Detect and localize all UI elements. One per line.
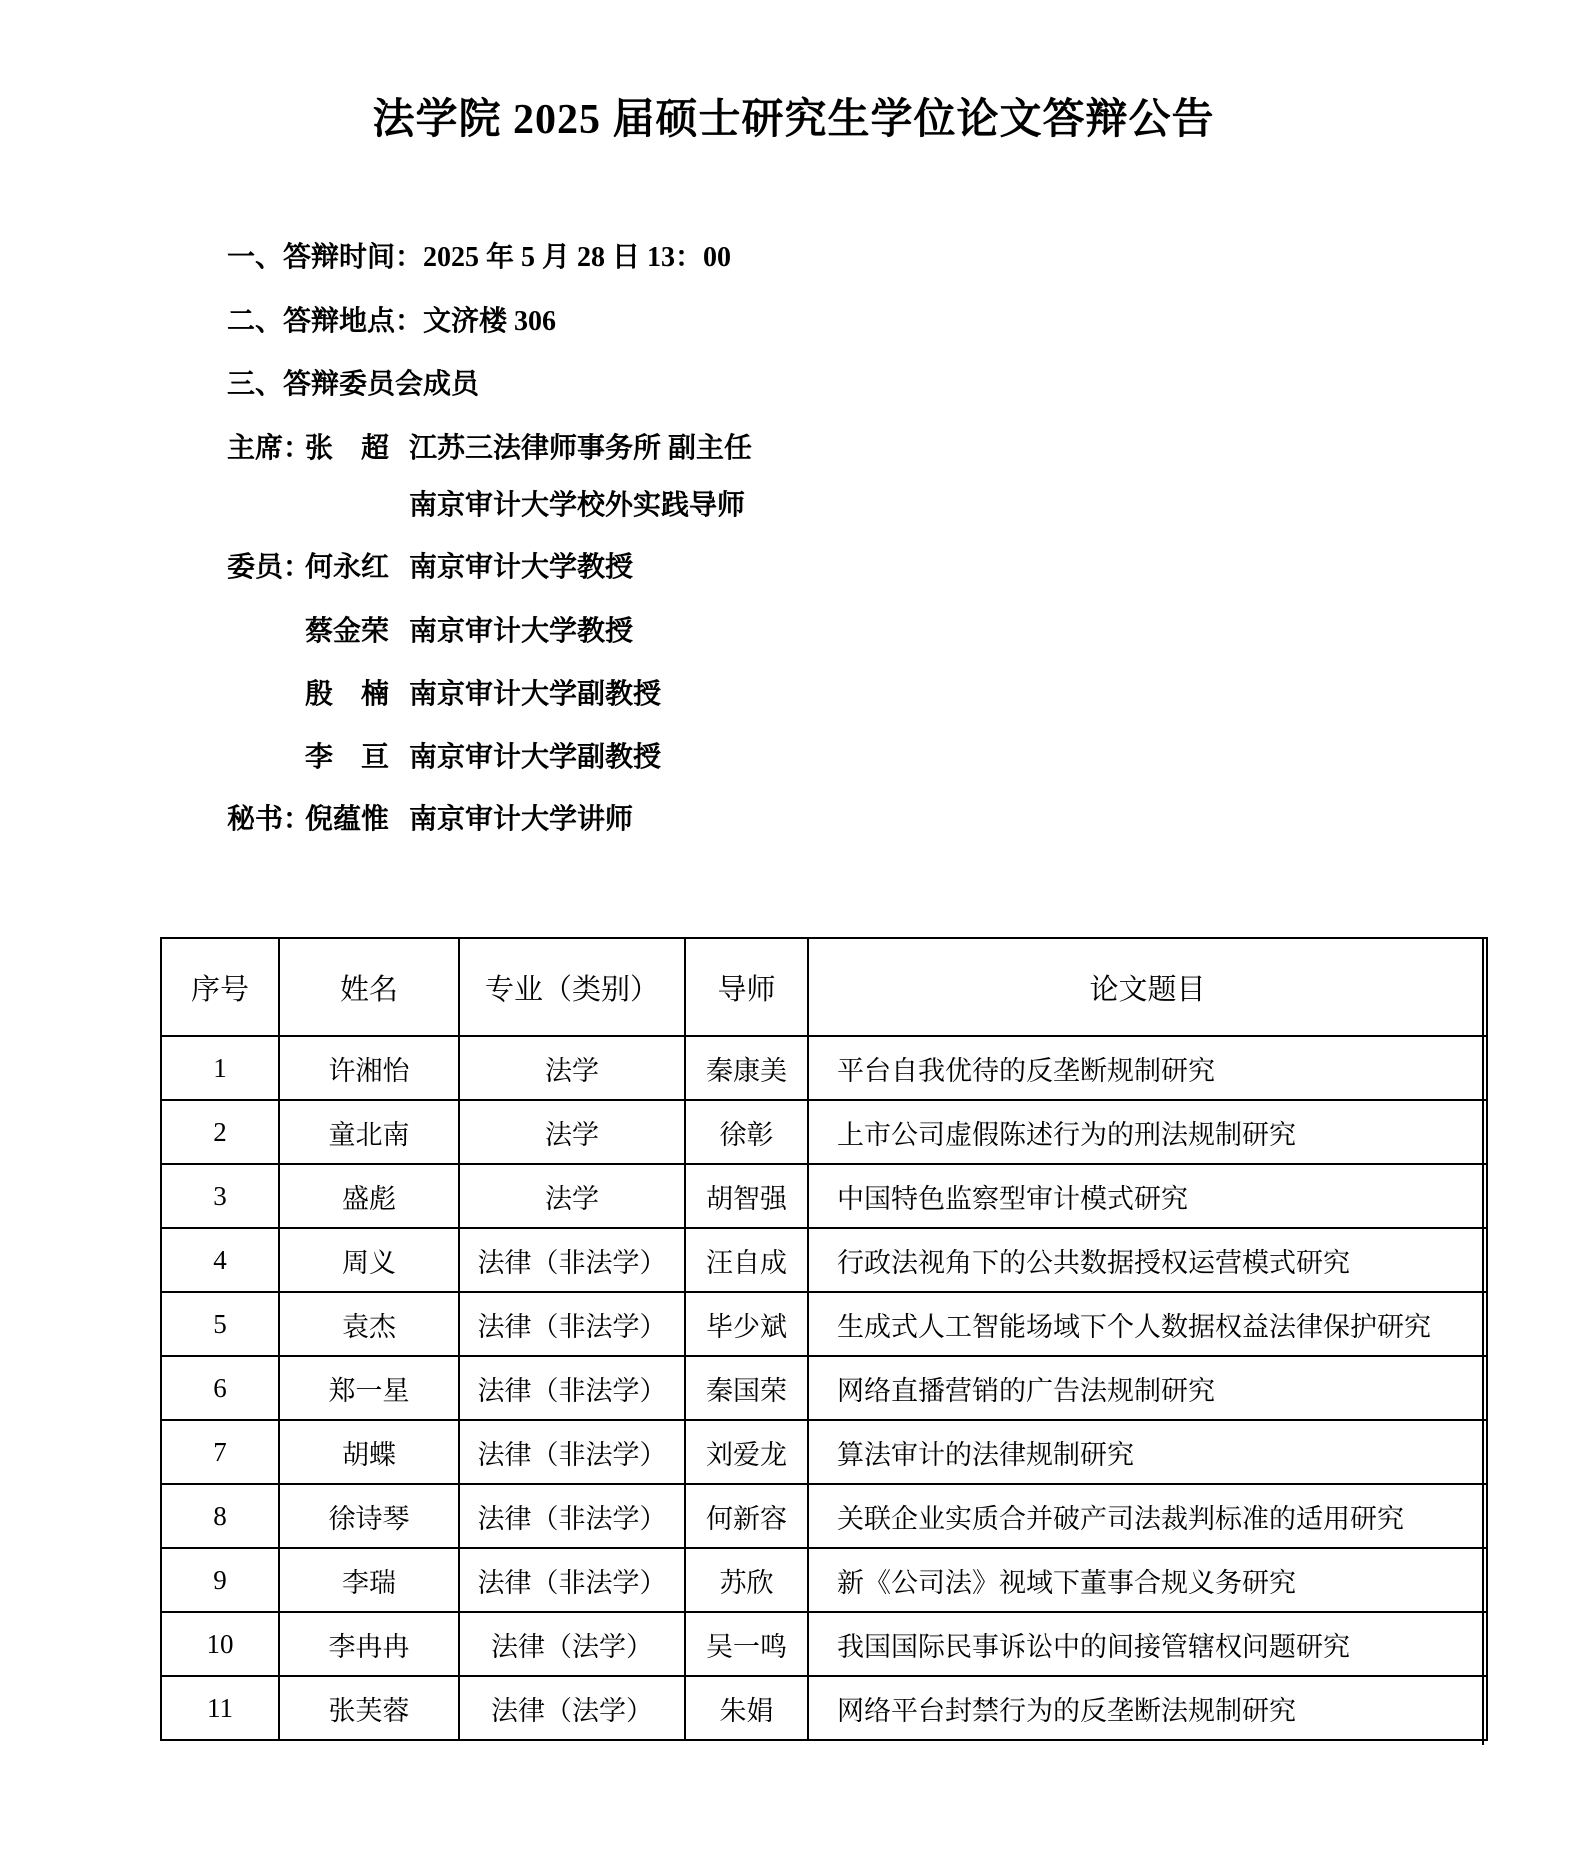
cell-major: 法律（法学） xyxy=(459,1676,685,1740)
cell-advisor: 何新容 xyxy=(685,1484,808,1548)
cell-thesis-title: 网络平台封禁行为的反垄断法规制研究 xyxy=(808,1676,1487,1740)
member-name xyxy=(305,489,409,523)
cell-no: 5 xyxy=(161,1292,279,1356)
cell-name: 童北南 xyxy=(279,1100,459,1164)
member-role xyxy=(227,615,305,649)
member-affiliation: 南京审计大学副教授 xyxy=(409,742,662,773)
cell-name: 李瑞 xyxy=(279,1548,459,1612)
cell-name: 许湘怡 xyxy=(279,1036,459,1100)
cell-major: 法学 xyxy=(459,1164,685,1228)
cell-name: 胡蝶 xyxy=(279,1420,459,1484)
header-major: 专业（类别） xyxy=(459,938,685,1036)
member-affiliation: 南京审计大学副教授 xyxy=(409,679,662,710)
table-row xyxy=(161,1036,1487,1100)
cell-advisor: 吴一鸣 xyxy=(685,1612,808,1676)
table-header-row xyxy=(161,938,1487,1036)
defense-time-line xyxy=(227,241,731,275)
cell-no: 10 xyxy=(161,1612,279,1676)
cell-advisor: 毕少斌 xyxy=(685,1292,808,1356)
cell-advisor: 胡智强 xyxy=(685,1164,808,1228)
table-row xyxy=(161,1100,1487,1164)
cell-no: 7 xyxy=(161,1420,279,1484)
cell-no: 3 xyxy=(161,1164,279,1228)
cell-name: 周义 xyxy=(279,1228,459,1292)
member-name: 李 亘 xyxy=(305,742,390,773)
cell-advisor: 苏欣 xyxy=(685,1548,808,1612)
cell-no: 1 xyxy=(161,1036,279,1100)
cell-major: 法律（非法学） xyxy=(459,1484,685,1548)
header-thesis-title: 论文题目 xyxy=(808,938,1487,1036)
cell-advisor: 汪自成 xyxy=(685,1228,808,1292)
page-title: 法学院 2025 届硕士研究生学位论文答辩公告 xyxy=(372,97,1215,143)
cell-name: 李冉冉 xyxy=(279,1612,459,1676)
cell-major: 法学 xyxy=(459,1100,685,1164)
table-row xyxy=(161,1164,1487,1228)
defense-place-label: 二、答辩地点： xyxy=(227,306,424,337)
member-role xyxy=(227,741,305,775)
table-row xyxy=(161,1548,1487,1612)
committee-member xyxy=(227,741,661,775)
header-no: 序号 xyxy=(161,938,279,1036)
cell-thesis-title: 关联企业实质合并破产司法裁判标准的适用研究 xyxy=(808,1484,1487,1548)
member-name: 殷 楠 xyxy=(305,679,390,710)
defense-time-label: 一、答辩时间： xyxy=(227,242,424,273)
member-role: 主席： xyxy=(227,433,312,464)
cell-no: 8 xyxy=(161,1484,279,1548)
committee-member-chair-line2 xyxy=(227,489,745,523)
header-advisor: 导师 xyxy=(685,938,808,1036)
cell-name: 徐诗琴 xyxy=(279,1484,459,1548)
table-row xyxy=(161,1612,1487,1676)
cell-name: 郑一星 xyxy=(279,1356,459,1420)
cell-name: 袁杰 xyxy=(279,1292,459,1356)
defense-place-line xyxy=(227,305,556,339)
cell-thesis-title: 新《公司法》视域下董事合规义务研究 xyxy=(808,1548,1487,1612)
table-row xyxy=(161,1420,1487,1484)
table-row xyxy=(161,1484,1487,1548)
member-name: 倪蕴惟 xyxy=(305,804,390,835)
member-role: 秘书： xyxy=(227,804,312,835)
member-role: 委员： xyxy=(227,552,312,583)
table-row xyxy=(161,1356,1487,1420)
cell-thesis-title: 中国特色监察型审计模式研究 xyxy=(808,1164,1487,1228)
cell-thesis-title: 上市公司虚假陈述行为的刑法规制研究 xyxy=(808,1100,1487,1164)
cell-no: 4 xyxy=(161,1228,279,1292)
table-row xyxy=(161,1292,1487,1356)
member-name: 张 超 xyxy=(305,433,390,464)
cell-no: 9 xyxy=(161,1548,279,1612)
defense-time-value: 2025 年 5 月 28 日 13：00 xyxy=(423,242,732,273)
defense-place-value: 文济楼 306 xyxy=(423,306,557,337)
cell-name: 盛彪 xyxy=(279,1164,459,1228)
cell-thesis-title: 算法审计的法律规制研究 xyxy=(808,1420,1487,1484)
cell-thesis-title: 生成式人工智能场域下个人数据权益法律保护研究 xyxy=(808,1292,1487,1356)
committee-member xyxy=(227,551,633,585)
cell-advisor: 徐彰 xyxy=(685,1100,808,1164)
committee-member-chair xyxy=(227,432,752,466)
cell-major: 法律（非法学） xyxy=(459,1548,685,1612)
defense-candidates-table xyxy=(160,937,1488,1741)
cell-advisor: 秦国荣 xyxy=(685,1356,808,1420)
cell-major: 法律（非法学） xyxy=(459,1356,685,1420)
cell-thesis-title: 网络直播营销的广告法规制研究 xyxy=(808,1356,1487,1420)
cell-major: 法律（非法学） xyxy=(459,1228,685,1292)
member-name: 何永红 xyxy=(305,552,390,583)
header-name: 姓名 xyxy=(279,938,459,1036)
member-name: 蔡金荣 xyxy=(305,616,390,647)
cell-no: 2 xyxy=(161,1100,279,1164)
member-role xyxy=(227,678,305,712)
committee-member xyxy=(227,678,661,712)
cell-major: 法律（非法学） xyxy=(459,1292,685,1356)
table-row xyxy=(161,1676,1487,1740)
cell-advisor: 朱娟 xyxy=(685,1676,808,1740)
committee-member xyxy=(227,615,633,649)
cell-major: 法律（法学） xyxy=(459,1612,685,1676)
member-affiliation: 江苏三法律师事务所 副主任 xyxy=(409,433,753,464)
cell-no: 6 xyxy=(161,1356,279,1420)
table-right-edge-line xyxy=(1482,937,1484,1745)
committee-heading: 三、答辩委员会成员 xyxy=(227,369,480,400)
cell-thesis-title: 行政法视角下的公共数据授权运营模式研究 xyxy=(808,1228,1487,1292)
table-row xyxy=(161,1228,1487,1292)
cell-major: 法律（非法学） xyxy=(459,1420,685,1484)
member-affiliation: 南京审计大学教授 xyxy=(409,616,634,647)
member-affiliation: 南京审计大学讲师 xyxy=(409,804,634,835)
cell-thesis-title: 我国国际民事诉讼中的间接管辖权问题研究 xyxy=(808,1612,1487,1676)
cell-major: 法学 xyxy=(459,1036,685,1100)
cell-advisor: 秦康美 xyxy=(685,1036,808,1100)
member-affiliation: 南京审计大学教授 xyxy=(409,552,634,583)
cell-no: 11 xyxy=(161,1676,279,1740)
member-affiliation: 南京审计大学校外实践导师 xyxy=(409,490,746,521)
committee-member-secretary xyxy=(227,803,633,837)
cell-name: 张芙蓉 xyxy=(279,1676,459,1740)
member-role xyxy=(227,489,305,523)
cell-thesis-title: 平台自我优待的反垄断规制研究 xyxy=(808,1036,1487,1100)
cell-advisor: 刘爱龙 xyxy=(685,1420,808,1484)
